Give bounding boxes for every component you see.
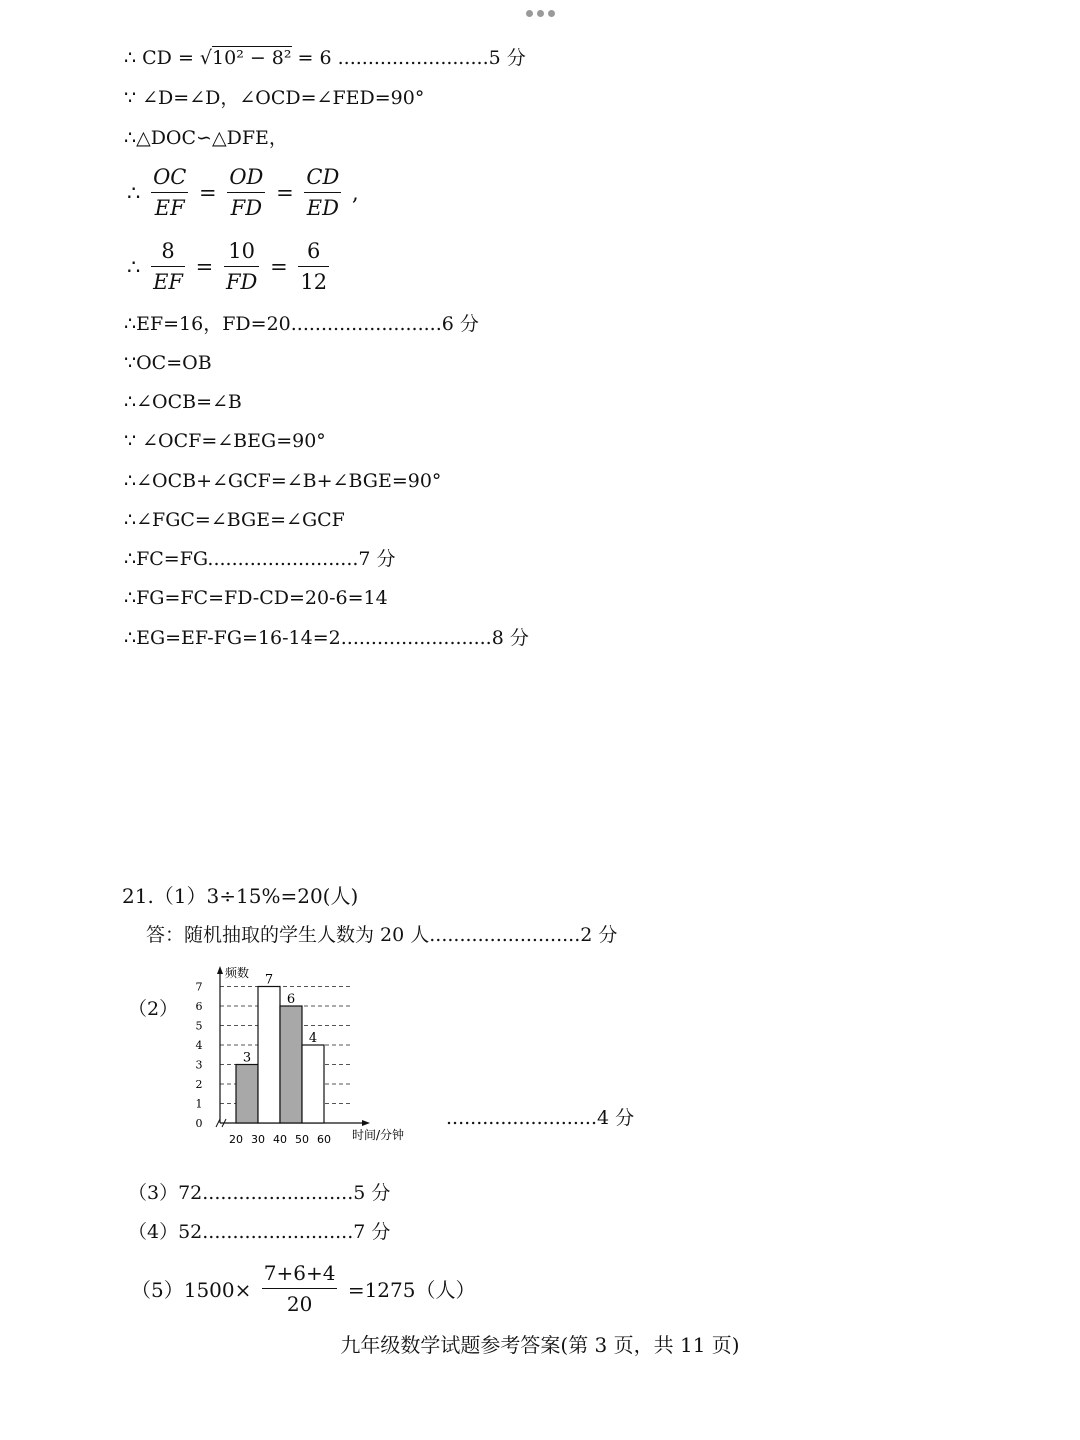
x-axis-label: 时间/分钟 bbox=[352, 1128, 405, 1142]
line-ef-fd: ∴EF=16，FD=20.........................6 分 bbox=[124, 313, 479, 335]
fraction bbox=[298, 236, 329, 297]
y-axis-label: 频数 bbox=[225, 966, 250, 980]
line-similar: ∴△DOC∽△DFE， bbox=[124, 127, 288, 149]
q21-part4: （4）52.........................7 分 bbox=[128, 1221, 391, 1243]
fraction bbox=[151, 236, 185, 297]
line-ocb-b: ∴∠OCB=∠B bbox=[124, 391, 242, 413]
q21-part3: （3）72.........................5 分 bbox=[128, 1182, 391, 1204]
y-tick-label: 1 bbox=[195, 1097, 203, 1111]
comma: , bbox=[351, 180, 359, 205]
equals-sign: = bbox=[199, 180, 217, 205]
therefore-symbol: ∴ bbox=[127, 254, 141, 279]
q21-part5-pre: （5）1500× bbox=[131, 1278, 252, 1302]
q21-answer: 答：随机抽取的学生人数为 20 人.........................2 分 bbox=[146, 924, 618, 946]
y-tick-label: 3 bbox=[195, 1058, 203, 1072]
equals-sign: = bbox=[270, 254, 288, 279]
numerator: 6 bbox=[298, 236, 329, 267]
line-fg-value: ∴FG=FC=FD-CD=20-6=14 bbox=[124, 587, 388, 609]
more-dots-icon[interactable] bbox=[0, 0, 1080, 28]
q21-part5-post: =1275（人） bbox=[347, 1278, 476, 1302]
line-ocf-beg: ∵ ∠OCF=∠BEG=90° bbox=[124, 430, 326, 452]
q21-part2-label: （2） bbox=[128, 998, 179, 1020]
y-tick-label: 5 bbox=[195, 1019, 203, 1033]
denominator: 12 bbox=[300, 270, 328, 294]
y-tick-label: 6 bbox=[195, 1000, 203, 1013]
y-tick-label: 7 bbox=[195, 980, 203, 994]
numerator: 7+6+4 bbox=[262, 1258, 338, 1289]
fraction-line-values bbox=[124, 236, 330, 297]
page-footer: 九年级数学试题参考答案(第 3 页，共 11 页) bbox=[340, 1333, 740, 1357]
x-axis-arrow-icon bbox=[362, 1120, 370, 1126]
x-tick-label: 50 bbox=[295, 1133, 309, 1146]
numerator: CD bbox=[304, 162, 341, 193]
x-tick-label: 20 bbox=[229, 1133, 243, 1146]
denominator: ED bbox=[306, 196, 339, 220]
bar-data-label: 7 bbox=[264, 972, 274, 988]
fraction bbox=[151, 162, 188, 223]
line-eg-value: ∴EG=EF-FG=16-14=2.........................8 分 bbox=[124, 627, 529, 649]
histogram-bar bbox=[258, 987, 280, 1124]
line-cd-calc bbox=[124, 40, 526, 76]
y-tick-label: 4 bbox=[195, 1039, 203, 1052]
denominator: FD bbox=[225, 270, 258, 294]
x-tick-label: 30 bbox=[251, 1133, 265, 1146]
x-tick-label: 40 bbox=[273, 1133, 287, 1146]
fraction bbox=[224, 236, 259, 297]
fraction bbox=[304, 162, 341, 223]
numerator: OD bbox=[227, 162, 265, 193]
histogram-chart bbox=[176, 960, 426, 1155]
line-oc-ob: ∵OC=OB bbox=[124, 352, 212, 374]
bar-data-label: 6 bbox=[286, 992, 296, 1007]
bar-data-label: 3 bbox=[242, 1050, 252, 1066]
histogram-bar bbox=[280, 1006, 302, 1123]
y-tick-label: 2 bbox=[195, 1078, 203, 1091]
q21-part1: 21.（1）3÷15%=20(人) bbox=[122, 884, 359, 908]
line-cd-pre: ∴ CD = √ bbox=[124, 47, 213, 69]
histogram-bar bbox=[302, 1045, 324, 1123]
denominator: FD bbox=[230, 196, 263, 220]
line-fc-fg: ∴FC=FG.........................7 分 bbox=[124, 548, 396, 570]
q21-part5 bbox=[128, 1258, 478, 1319]
line-cd-post: = 6 .........................5 分 bbox=[291, 47, 526, 69]
denominator: EF bbox=[153, 270, 183, 294]
line-fgc-gcf: ∴∠FGC=∠BGE=∠GCF bbox=[124, 509, 345, 531]
equals-sign: = bbox=[276, 180, 294, 205]
denominator: 20 bbox=[286, 1292, 313, 1316]
numerator: 10 bbox=[224, 236, 259, 267]
y-axis-arrow-icon bbox=[217, 966, 223, 974]
fraction-line-ratio bbox=[124, 162, 362, 223]
histogram-bar bbox=[236, 1065, 258, 1124]
numerator: 8 bbox=[151, 236, 185, 267]
q21-part2-score: .........................4 分 bbox=[446, 1107, 635, 1129]
denominator: EF bbox=[154, 196, 185, 220]
x-tick-label: 60 bbox=[317, 1133, 331, 1146]
numerator: OC bbox=[151, 162, 188, 193]
fraction bbox=[227, 162, 265, 223]
equals-sign: = bbox=[195, 254, 214, 279]
line-cd-radicand: 10² − 8² bbox=[212, 47, 292, 69]
histogram-svg bbox=[176, 960, 426, 1155]
line-angle-sum: ∴∠OCB+∠GCF=∠B+∠BGE=90° bbox=[124, 470, 442, 492]
fraction bbox=[262, 1258, 338, 1319]
line-angle-d: ∵ ∠D=∠D，∠OCD=∠FED=90° bbox=[124, 87, 425, 109]
y-tick-label: 0 bbox=[195, 1117, 203, 1130]
therefore-symbol: ∴ bbox=[127, 180, 141, 205]
bar-data-label: 4 bbox=[308, 1031, 318, 1046]
